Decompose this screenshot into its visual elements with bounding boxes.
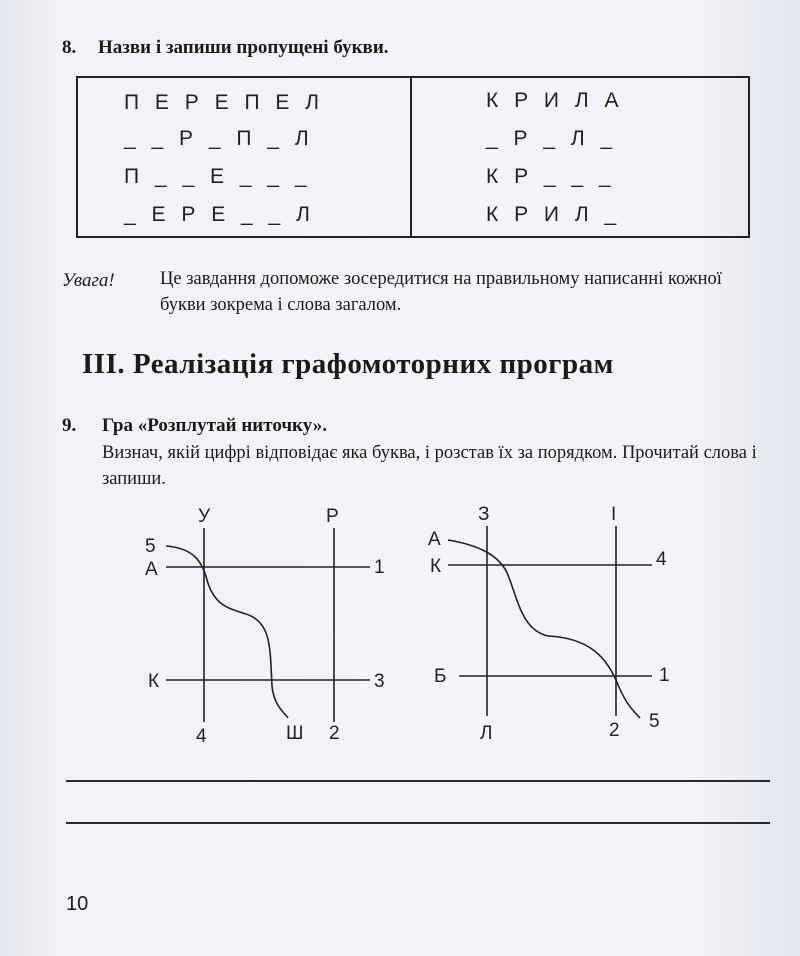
left-line-1: П Е Р Е П Е Л (124, 91, 325, 114)
diagram-2 (448, 526, 652, 718)
d1-label-right-lower: 3 (374, 671, 385, 692)
d2-label-left-upper-2: К (430, 556, 442, 577)
d1-label-left-upper-num: 5 (145, 536, 156, 557)
task-9-number: 9. (62, 415, 77, 436)
attention-text: Це завдання допоможе зосередитися на правильному написанні кожної букви зокрема і слова загалом. (160, 269, 722, 315)
d2-label-top-right: І (611, 504, 617, 525)
d1-label-left-lower: К (148, 671, 160, 692)
d1-label-top-right: Р (326, 506, 339, 527)
task-8-title: Назви і запиши пропущені букви. (98, 37, 389, 58)
writing-line-2 (66, 822, 770, 824)
d2-label-top-left: З (478, 504, 490, 525)
d2-label-bottom-right: 5 (649, 711, 660, 732)
right-line-2: _ Р _ Л _ (486, 127, 618, 150)
d2-label-left-lower: Б (434, 666, 447, 687)
d1-label-top-left: У (198, 506, 211, 527)
attention-label: Увага! (62, 270, 115, 291)
right-line-1: К Р И Л А (486, 89, 624, 112)
diagram-1 (166, 528, 370, 722)
d1-label-bottom-right: 2 (329, 723, 340, 744)
d1-label-bottom-mid: Ш (286, 723, 304, 744)
left-line-4: _ Е Р Е _ _ Л (124, 203, 315, 226)
writing-line-1 (66, 780, 770, 782)
d1-label-bottom-left: 4 (196, 726, 207, 747)
right-line-3: К Р _ _ _ (486, 165, 616, 188)
page-number: 10 (66, 893, 89, 915)
task-8-number: 8. (62, 37, 77, 58)
d2-thread-curve (448, 540, 640, 718)
d2-label-bottom-left: Л (480, 723, 493, 744)
task-9-instruction: Визнач, якій цифрі відповідає яка буква, і розстав їх за порядком. Прочитай слова і запиши. (102, 443, 757, 489)
d2-label-right-lower: 1 (659, 665, 670, 686)
d1-label-left-upper-letter: А (145, 559, 158, 580)
left-line-3: П _ _ Е _ _ _ (124, 165, 312, 188)
d1-thread-curve (166, 546, 288, 718)
d2-label-left-upper-1: А (428, 529, 441, 550)
d2-label-right-upper: 4 (656, 549, 667, 570)
task-9-title: Гра «Розплутай ниточку». (102, 415, 327, 436)
d1-label-right-upper: 1 (374, 557, 385, 578)
left-line-2: _ _ Р _ П _ Л (124, 127, 314, 150)
section-title: III. Реалізація графомоторних програм (82, 348, 614, 380)
right-line-4: К Р И Л _ (486, 203, 622, 226)
d2-label-bottom-mid: 2 (609, 720, 620, 741)
